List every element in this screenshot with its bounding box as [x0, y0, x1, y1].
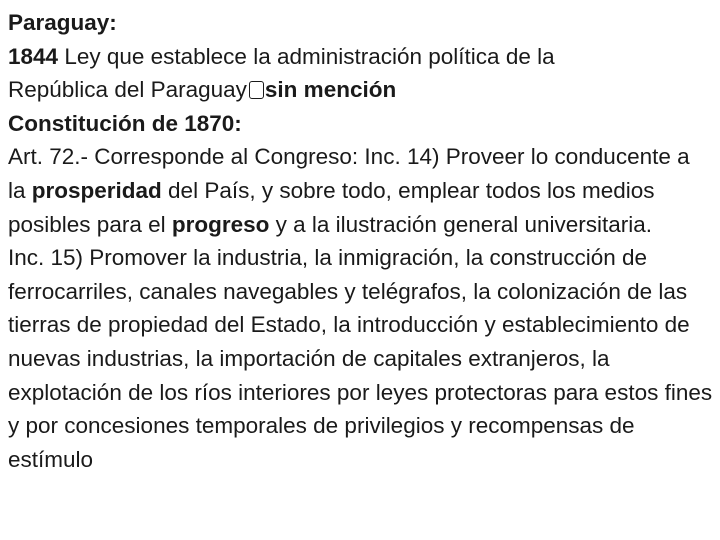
inc-15-paragraph [8, 241, 713, 476]
constitution-heading-text: Constitución de 1870: [8, 110, 242, 136]
keyword-progreso: progreso [171, 211, 270, 237]
replacement-character-icon [249, 81, 264, 99]
law-description: Ley que establece la administración política de la [58, 43, 555, 69]
keyword-prosperidad: prosperidad [31, 177, 162, 203]
article-72-middle: del País, y sobre todo, emplear todos los medios posibles para el [8, 177, 655, 237]
law-1844-paragraph [8, 40, 713, 107]
country-heading [8, 6, 713, 40]
law-year: 1844 [8, 43, 59, 69]
constitution-heading [8, 107, 713, 141]
document-text [8, 6, 713, 476]
country-heading-text: Paraguay: [8, 10, 117, 35]
article-72-end: y a la ilustración general universitaria. [269, 211, 653, 237]
article-72-paragraph [8, 140, 713, 241]
law-description-cont: República del Paraguay [8, 77, 247, 103]
inc-15-text: Inc. 15) Promover la industria, la inmigración, la construcción de ferrocarriles, canales navegables y telégrafos, la colonización de las tierras de propiedad del Estado, la introducción y establecimiento de nuevas industrias, la importación de capitales extranjeros, la explotación de los ríos interiores por leyes protectoras para estos fines y por concesiones temporales de privilegios y recompensas de estímulo [8, 245, 713, 472]
law-status: sin mención [264, 77, 397, 103]
article-72-intro: Art. 72.- Corresponde al Congreso: Inc. 14) Proveer lo conducente a la [8, 144, 690, 203]
